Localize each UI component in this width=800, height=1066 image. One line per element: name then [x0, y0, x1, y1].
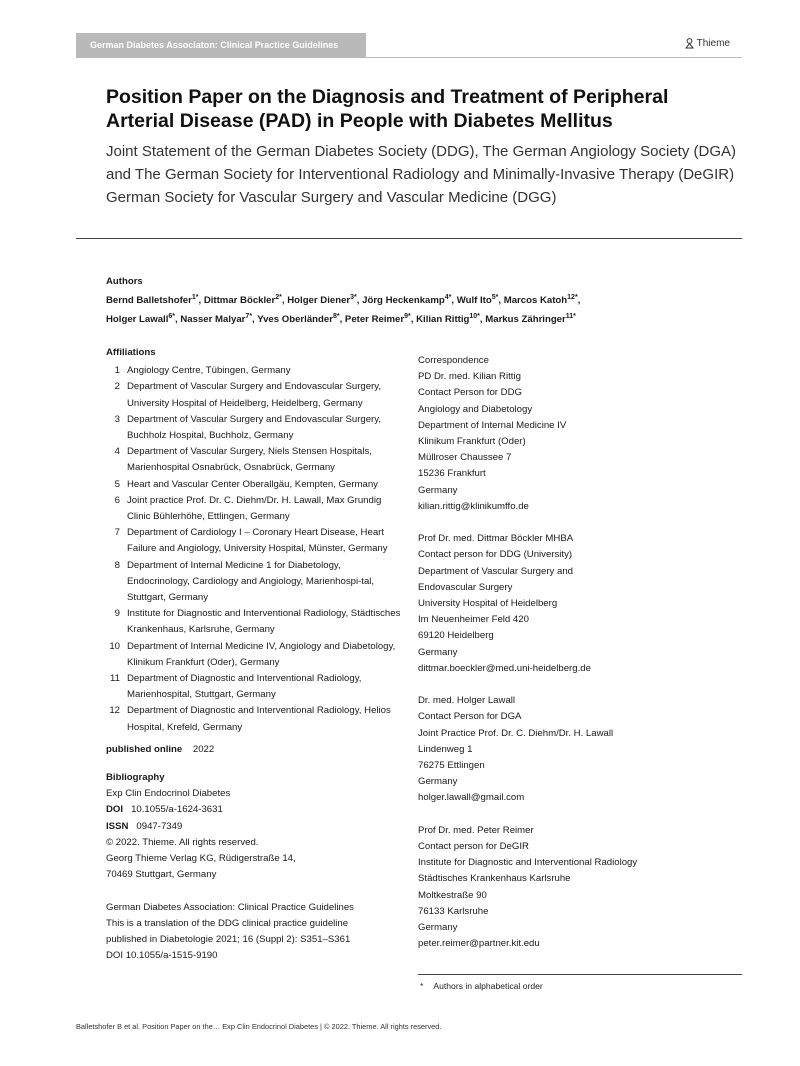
- publisher-address-line2: 70469 Stuttgart, Germany: [106, 869, 217, 881]
- contact-line: Lindenweg 1: [418, 743, 473, 755]
- thieme-logo-icon: [685, 38, 694, 49]
- page-footer: Balletshofer B et al. Position Paper on the… Exp Clin Endocrinol Diabetes | © 2022. Thieme. All rights reserved.: [76, 1022, 442, 1031]
- doi-line: [106, 802, 406, 818]
- footnote-divider: [418, 974, 742, 975]
- issn-label: ISSN: [106, 820, 129, 832]
- affiliation-text: Institute for Diagnostic and Interventional Radiology, Städtisches Krankenhaus, Karlsruhe, Germany: [127, 608, 401, 636]
- author-affiliation-marker: 4*: [444, 294, 452, 301]
- contact-line: Contact person for DDG (University): [418, 549, 573, 561]
- footnote-mark: *: [420, 981, 424, 991]
- contact-block: [418, 823, 742, 953]
- contact-line: Im Neuenheimer Feld 420: [418, 614, 529, 626]
- authors-section: [106, 274, 746, 328]
- contact-line: Endovascular Surgery: [418, 581, 513, 593]
- affiliation-text: Department of Cardiology I – Coronary Heart Disease, Heart Failure and Angiology, University Hospital, Münster, Germany: [127, 527, 388, 555]
- contact-line: 15236 Frankfurt: [418, 468, 486, 480]
- affiliation-text: Department of Vascular Surgery, Niels Stensen Hospitals, Marienhospital Osnabrück, Osnabrück, Germany: [127, 446, 372, 474]
- author-affiliation-marker: 2*: [275, 294, 282, 301]
- bibliography-label: Bibliography: [106, 772, 165, 784]
- affiliation-text: Heart and Vascular Center Oberallgäu, Kempten, Germany: [127, 478, 378, 490]
- author-affiliation-marker: 3*: [350, 294, 357, 301]
- author-affiliation-marker: 7*: [245, 313, 253, 321]
- contact-line: Department of Vascular Surgery and: [418, 565, 573, 577]
- author-name: Kilian Rittig: [416, 314, 470, 326]
- author-name: Marcos Katoh: [503, 295, 568, 307]
- author-affiliation-marker: 9*: [404, 313, 411, 321]
- footnote-text: Authors in alphabetical order: [433, 981, 543, 991]
- contact-line: 76133 Karlsruhe: [418, 905, 489, 917]
- publisher-logo: [685, 38, 730, 49]
- affiliation-number: 3: [114, 413, 120, 425]
- contact-email[interactable]: kilian.rittig@klinikumffo.de: [418, 500, 529, 512]
- contact-line: Department of Internal Medicine IV: [418, 419, 567, 431]
- affiliation-text: Joint practice Prof. Dr. C. Diehm/Dr. H. Lawall, Max Grundig Clinic Bühlerhöhe, Ettlingen, Germany: [127, 494, 382, 523]
- contact-line: Germany: [418, 484, 458, 496]
- contact-line: University Hospital of Heidelberg: [418, 598, 558, 610]
- contact-line: Müllroser Chaussee 7: [418, 452, 512, 464]
- affiliation-item: [106, 363, 406, 379]
- author-name: Bernd Balletshofer: [106, 295, 192, 307]
- author-affiliation-marker: 10*: [469, 313, 480, 321]
- contact-line: Prof Dr. med. Peter Reimer: [418, 824, 534, 836]
- published-online-label: published online: [106, 743, 183, 755]
- affiliation-number: 4: [114, 446, 120, 458]
- author-affiliation-marker: 5*: [491, 294, 499, 301]
- author-affiliation-marker: 1*: [191, 294, 199, 301]
- affiliation-list: [106, 363, 406, 736]
- author-affiliation-marker: 6*: [168, 313, 175, 321]
- translation-note-line: German Diabetes Association: Clinical Practice Guidelines: [106, 901, 354, 913]
- author-name: Holger Lawall: [106, 314, 169, 326]
- author-name: Yves Oberländer: [257, 314, 333, 326]
- author-name: Nasser Malyar: [180, 314, 246, 326]
- left-column: [106, 345, 406, 964]
- affiliation-item: [106, 606, 406, 638]
- contact-line: PD Dr. med. Kilian Rittig: [418, 371, 521, 383]
- translation-note-line: published in Diabetologie 2021; 16 (Suppl 2): S351–S361: [106, 933, 351, 945]
- footnote: [420, 981, 543, 991]
- affiliation-text: Department of Diagnostic and Interventional Radiology, Helios Hospital, Krefeld, Germany: [127, 705, 391, 733]
- contact-line: Klinikum Frankfurt (Oder): [418, 436, 526, 448]
- correspondence-column: [418, 353, 742, 952]
- affiliation-item: [106, 703, 406, 735]
- contact-line: Contact Person for DDG: [418, 387, 522, 399]
- author-name: Dittmar Böckler: [203, 295, 276, 307]
- header-divider: [76, 57, 742, 58]
- contact-line: Moltkestraße 90: [418, 889, 487, 901]
- translation-note-line: This is a translation of the DDG clinical practice guideline: [106, 917, 349, 929]
- affiliation-item: [106, 639, 406, 671]
- publisher-name: Thieme: [696, 38, 730, 49]
- author-name: Wulf Ito: [456, 295, 492, 307]
- contact-block: [418, 531, 742, 677]
- affiliation-item: [106, 671, 406, 703]
- doi-value: 10.1055/a-1624-3631: [131, 804, 223, 816]
- affiliation-item: [106, 477, 406, 493]
- author-list: Bernd Balletshofer$^{1*}$, Dittmar Böckler$^{2*}$, Holger Diener$^{3*}$, Jörg Heckenkamp$^{4*}$, Wulf Ito$^{5*}$, Marcos Katoh$^{12*}$, Holger Lawall$^{6*}$, Nasser Malyar$^{7*}$, Yves Oberländer$^{8*}$, Peter Reimer$^{9*}$, Kilian Rittig$^{10*}$, Markus Zähringer$^{11*}$: [106, 294, 581, 326]
- authors-label: Authors: [106, 276, 143, 287]
- journal-series-banner: German Diabetes Associaton: Clinical Practice Guidelines: [76, 33, 366, 57]
- copyright-line: © 2022. Thieme. All rights reserved.: [106, 836, 259, 848]
- affiliation-text: Department of Vascular Surgery and Endovascular Surgery, Buchholz Hospital, Buchholz, Germany: [127, 413, 382, 442]
- contact-line: 69120 Heidelberg: [418, 630, 494, 642]
- affiliation-number: 11: [110, 673, 120, 685]
- title-divider: [76, 238, 742, 239]
- affiliation-number: 1: [114, 365, 120, 377]
- affiliation-item: [106, 493, 406, 525]
- contact-line: Angiology and Diabetology: [418, 403, 533, 415]
- issn-value: 0947-7349: [136, 820, 183, 832]
- published-online: [106, 742, 406, 758]
- contact-line: Germany: [418, 646, 458, 658]
- paper-title: Position Paper on the Diagnosis and Treatment of Peripheral Arterial Disease (PAD) in People with Diabetes Mellitus: [106, 86, 669, 132]
- affiliation-number: 12: [109, 705, 120, 717]
- bibliography: [106, 770, 406, 883]
- affiliation-text: Department of Vascular Surgery and Endovascular Surgery, University Hospital of Heidelberg, Heidelberg, Germany: [127, 381, 382, 409]
- contact-line: Correspondence: [418, 355, 489, 366]
- doi-label: DOI: [106, 804, 124, 816]
- contact-email[interactable]: dittmar.boeckler@med.uni-heidelberg.de: [418, 662, 591, 674]
- journal-name: Exp Clin Endocrinol Diabetes: [106, 788, 231, 800]
- affiliation-text: Department of Internal Medicine 1 for Diabetology, Endocrinology, Cardiology and Angiology, Marienhospi-tal, Stuttgart, Germany: [127, 559, 375, 604]
- publisher-address-line1: Georg Thieme Verlag KG, Rüdigerstraße 14,: [106, 853, 296, 865]
- paper-subtitle: Joint Statement of the German Diabetes Society (DDG), The German Angiology Society (DGA) and The German Society for Interventional Radiology and Minimally-Invasive Therapy (DeGIR) German Society for Vascular Surgery and Vascular Medicine (DGG): [106, 143, 736, 206]
- affiliations-label: Affiliations: [106, 347, 156, 358]
- author-name: Holger Diener: [287, 295, 351, 307]
- contact-line: 76275 Ettlingen: [418, 760, 485, 772]
- affiliation-item: [106, 558, 406, 607]
- contact-line: Dr. med. Holger Lawall: [418, 695, 516, 707]
- affiliation-number: 6: [114, 494, 120, 506]
- author-affiliation-marker: 11*: [565, 313, 576, 321]
- affiliation-number: 8: [114, 559, 120, 571]
- author-name: Markus Zähringer: [485, 314, 566, 326]
- author-affiliation-marker: 8*: [332, 313, 340, 321]
- affiliation-number: 7: [114, 527, 120, 539]
- affiliation-number: 5: [114, 478, 120, 490]
- contact-line: Institute for Diagnostic and Interventional Radiology: [418, 857, 638, 869]
- contact-line: Contact Person for DGA: [418, 711, 522, 723]
- contact-line: Joint Practice Prof. Dr. C. Diehm/Dr. H. Lawall: [418, 727, 614, 739]
- author-name: Peter Reimer: [344, 314, 405, 326]
- affiliation-item: [106, 444, 406, 476]
- affiliation-number: 2: [114, 381, 120, 393]
- affiliation-text: Department of Diagnostic and Interventional Radiology, Marienhospital, Stuttgart, Germany: [127, 673, 362, 701]
- author-affiliation-marker: 12*: [567, 294, 578, 301]
- affiliation-item: [106, 525, 406, 557]
- affiliation-number: 10: [109, 640, 120, 652]
- issn-line: [106, 819, 406, 835]
- contact-line: Prof Dr. med. Dittmar Böckler MHBA: [418, 533, 574, 545]
- affiliation-item: [106, 412, 406, 444]
- translation-note: [106, 900, 406, 965]
- affiliation-number: 9: [114, 608, 120, 620]
- translation-note-line: DOI 10.1055/a-1515-9190: [106, 950, 218, 962]
- published-online-value: 2022: [192, 743, 215, 755]
- contact-email[interactable]: holger.lawall@gmail.com: [418, 792, 525, 804]
- author-name: Jörg Heckenkamp: [362, 295, 445, 307]
- contact-line: Contact person for DeGIR: [418, 841, 529, 853]
- contact-block: [418, 693, 742, 806]
- affiliation-item: [106, 379, 406, 411]
- affiliation-text: Department of Internal Medicine IV, Angiology and Diabetology, Klinikum Frankfurt (Oder), Germany: [127, 640, 396, 668]
- affiliation-text: Angiology Centre, Tübingen, Germany: [127, 365, 291, 377]
- contact-block: [418, 353, 742, 515]
- contact-line: Städtisches Krankenhaus Karlsruhe: [418, 873, 571, 885]
- contact-line: Germany: [418, 776, 458, 788]
- contact-email[interactable]: peter.reimer@partner.kit.edu: [418, 938, 540, 950]
- contact-line: Germany: [418, 922, 458, 934]
